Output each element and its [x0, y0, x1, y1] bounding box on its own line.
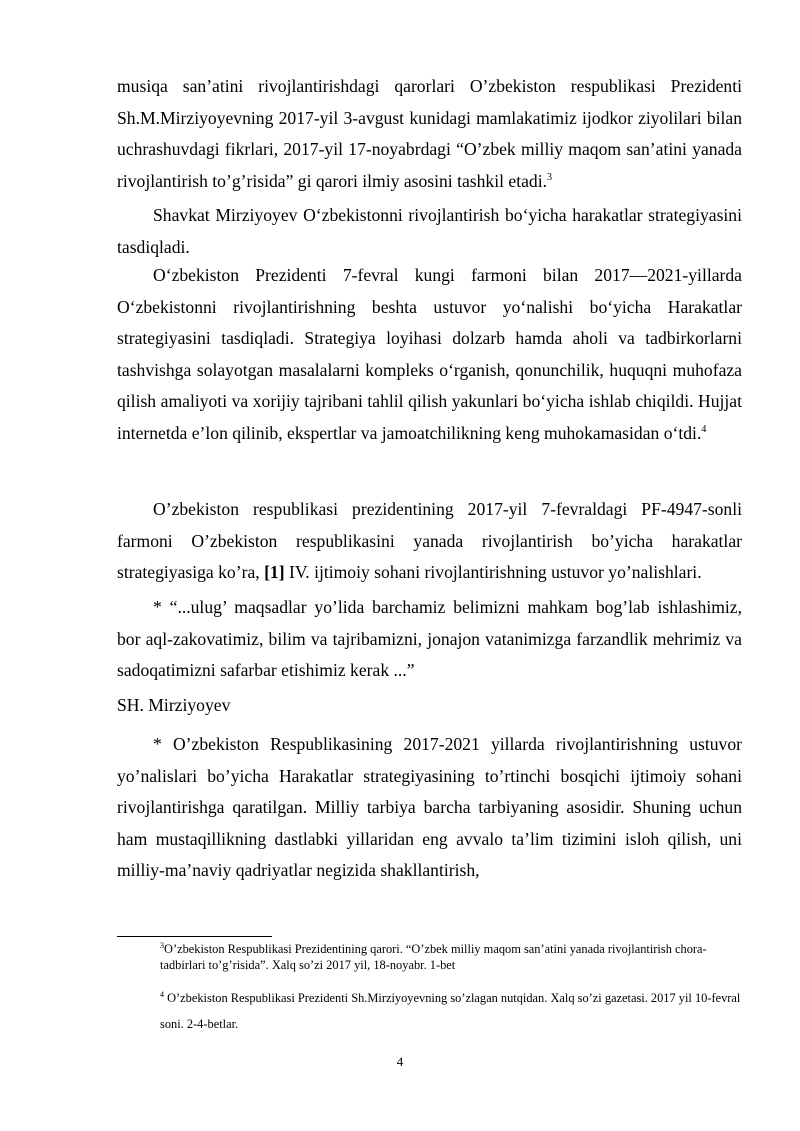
footnote-3 — [160, 941, 742, 973]
paragraph-3-text: O‘zbekiston Prezidenti 7-fevral kungi farmoni bilan 2017—2021-yillarda O‘zbekistonni rivojlantirishning beshta ustuvor yo‘nalishi bo‘yicha Harakatlar strategiyasini tasdiqladi. Strategiya loyihasi dolzarb hamda aholi va tadbirkorlarni tashvishga solayotgan masalalarni kompleks o‘rganish, qonunchilik, huquqni muhofaza qilish amaliyoti va xorijiy tajribani tahlil qilish yakunlari bo‘yicha ishlab chiqildi. Hujjat internetda e’lon qilinib, ekspertlar va jamoatchilikning keng muhokamasidan o‘tdi. — [117, 265, 742, 443]
quote-author-text: SH. Mirziyoyev — [117, 695, 231, 715]
page-number: 4 — [396, 1054, 404, 1069]
paragraph-4-text-a: O’zbekiston respublikasi prezidentining 2017-yil 7-fevraldagi PF-4947-sonli farmoni O’zbekiston respublikasini yanada rivojlantirish bo’yicha harakatlar strategiyasiga ko’ra, — [117, 499, 742, 582]
paragraph-3 — [117, 260, 742, 449]
paragraph-1 — [117, 71, 742, 197]
paragraph-4 — [117, 494, 742, 589]
footnote-3-number: 3 — [160, 940, 164, 950]
footnote-4 — [160, 985, 742, 1037]
quote-author — [117, 690, 742, 722]
footnote-4-number: 4 — [160, 989, 164, 999]
footnote-ref-4[interactable]: 4 — [701, 423, 707, 435]
footnote-ref-3[interactable]: 3 — [547, 171, 552, 183]
quote-text: * “...ulug’ maqsadlar yo’lida barchamiz belimizni mahkam bog’lab ishlashimiz, bor aql-zakovatimiz, bilim va tajribamizni, jonajon vatanimizga farzandlik mehrimiz va sadoqatimizni safarbar etishimiz kerak ...” — [117, 597, 742, 680]
paragraph-2-text: Shavkat Mirziyoyev O‘zbekistonni rivojlantirish bo‘yicha harakatlar strategiyasini tasdiqladi. — [117, 205, 742, 257]
citation-ref[interactable]: [1] — [264, 562, 285, 582]
footnote-3-text: O’zbekiston Respublikasi Prezidentining qarori. “O’zbek milliy maqom san’atini yanada rivojlantirish chora-tadbirlari to’g’risida”. Xalq so’zi 2017 yil, 18-noyabr. 1-bet — [160, 942, 707, 972]
quote-paragraph — [117, 592, 742, 687]
paragraph-1-text: musiqa san’atini rivojlantirishdagi qarorlari O’zbekiston respublikasi Prezidenti Sh.M.Mirziyoyevning 2017-yil 3-avgust kunidagi mamlakatimiz ijodkor ziyolilari bilan uchrashuvdagi fikrlari, 2017-yil 17-noyabrdagi “O’zbek milliy maqom san’atini yanada rivojlantirish to’g’risida” gi qarori ilmiy asosini tashkil etadi. — [117, 76, 742, 191]
paragraph-4-text-b: IV. ijtimoiy sohani rivojlantirishning ustuvor yo’nalishlari. — [284, 562, 702, 582]
footnote-4-text: O’zbekiston Respublikasi Prezidenti Sh.Mirziyoyevning so’zlagan nutqidan. Xalq so’zi gazetasi. 2017 yil 10-fevral soni. 2-4-betlar. — [160, 991, 741, 1031]
footnote-separator — [117, 936, 272, 937]
paragraph-6 — [117, 729, 742, 887]
paragraph-6-text: * O’zbekiston Respublikasining 2017-2021 yillarda rivojlantirishning ustuvor yo’nalislari bo’yicha Harakatlar strategiyasining to’rtinchi bosqichi ijtimoiy sohani rivojlantirishga qaratilgan. Milliy tarbiya barcha tarbiyaning asosidir. Shuning uchun ham mustaqillikning dastlabki yillaridan eng avvalo ta’lim tizimini isloh qilish, uni milliy-ma’naviy qadriyatlar negizida shakllantirish, — [117, 734, 742, 880]
paragraph-2 — [117, 200, 742, 263]
